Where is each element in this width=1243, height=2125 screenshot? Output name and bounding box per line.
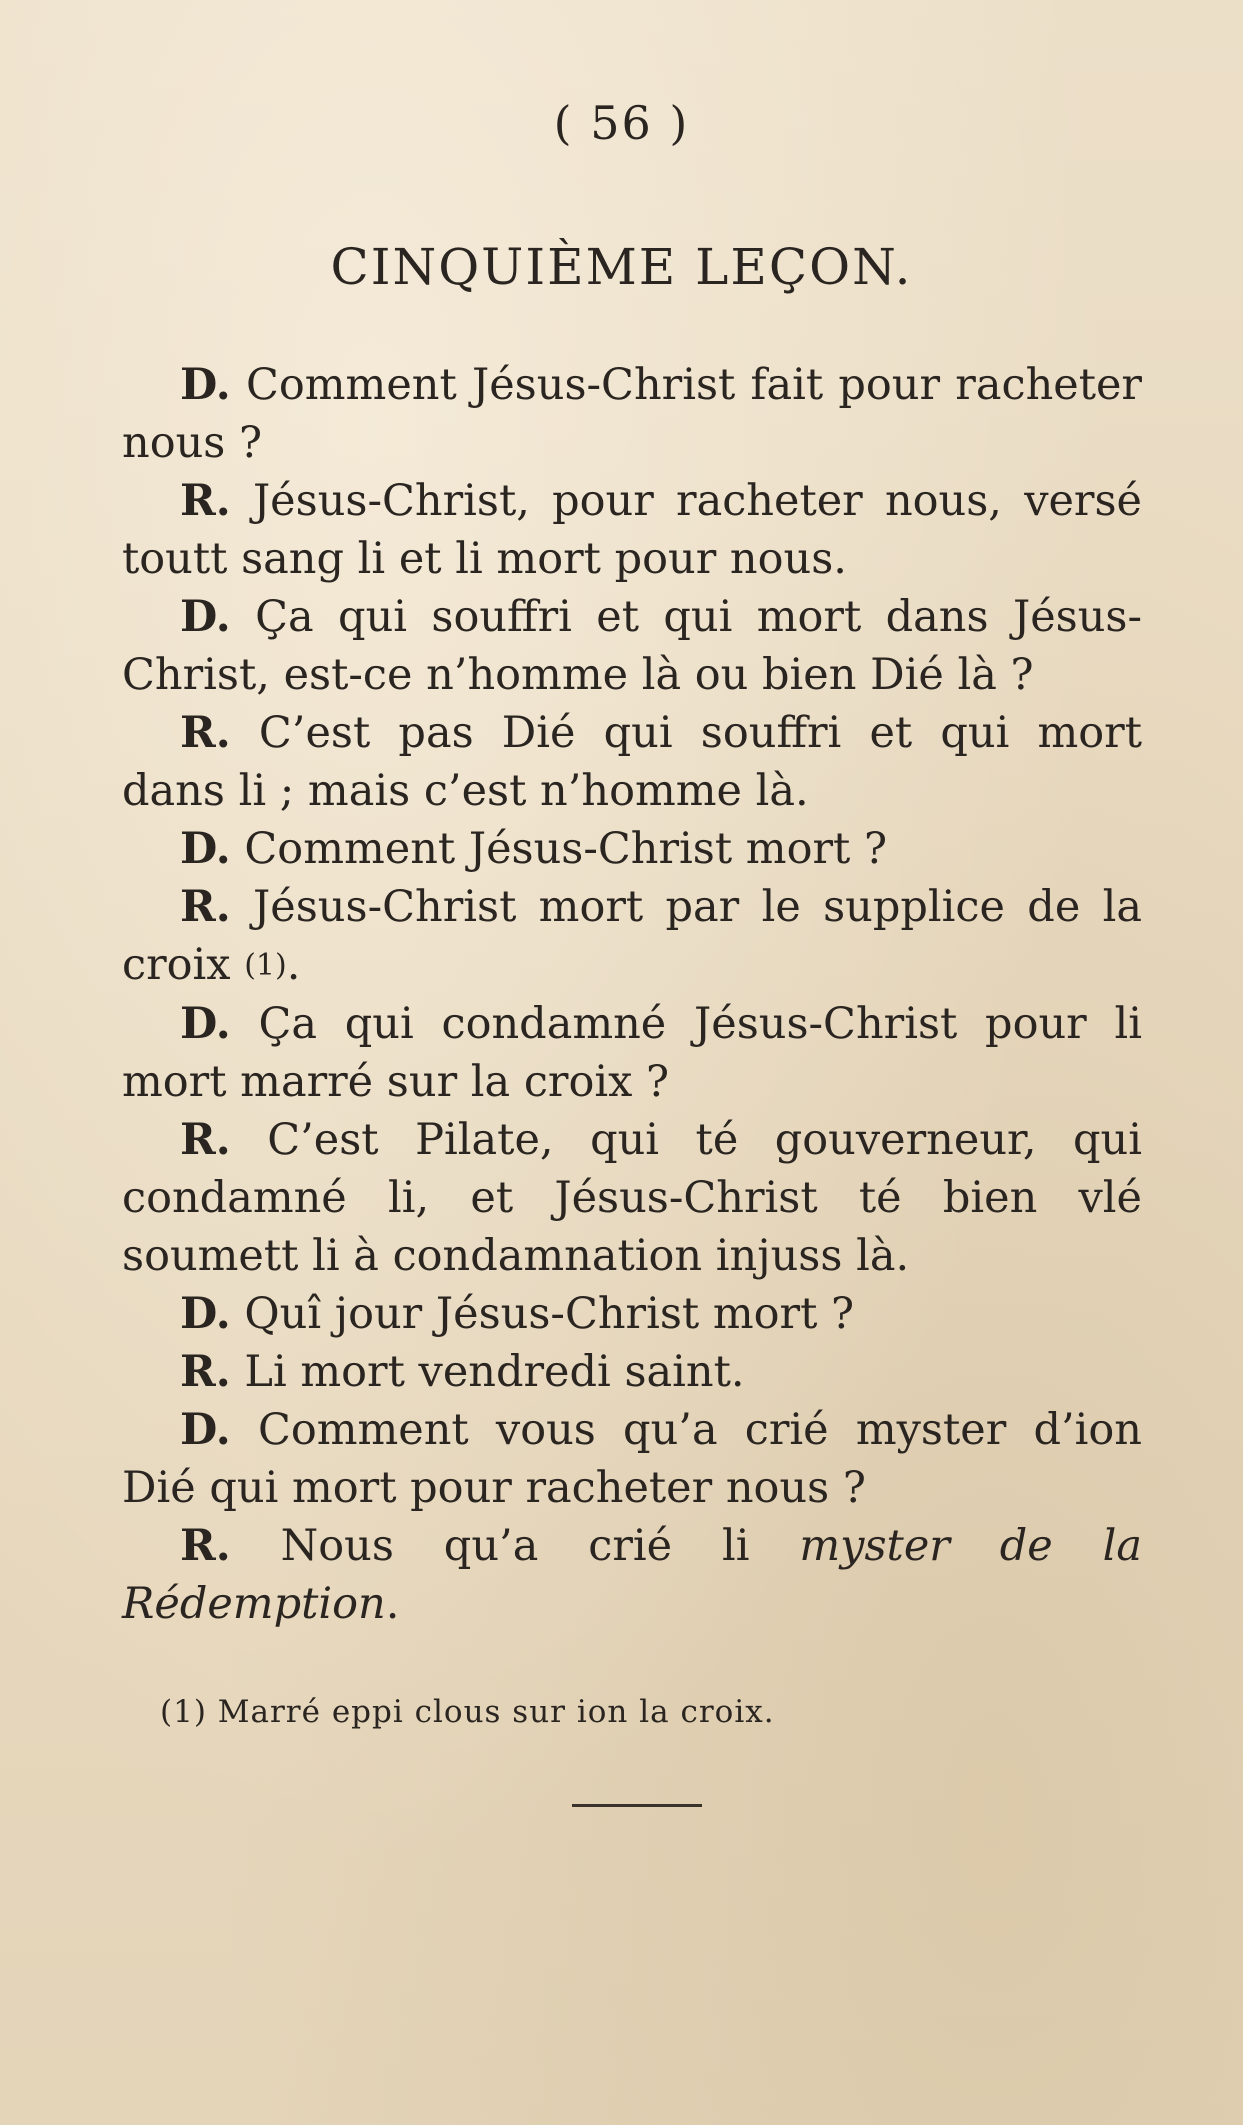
entry-text: Jésus-Christ, pour racheter nous, versé toutt sang li et li mort pour nous.: [122, 476, 1142, 584]
dialogue-entry: [122, 1517, 1142, 1633]
speaker-label: D.: [180, 1405, 231, 1455]
entry-text: Comment Jésus-Christ mort ?: [230, 824, 888, 874]
entry-text: Ça qui souffri et qui mort dans Jésus-Christ, est-ce n’homme là ou bien Dié là ?: [122, 592, 1142, 700]
speaker-label: D.: [180, 1289, 231, 1339]
entry-text: Quî jour Jésus-Christ mort ?: [230, 1289, 855, 1339]
italic-term: myster de la Rédemption: [122, 1521, 1142, 1629]
speaker-label: R.: [180, 708, 231, 758]
entry-text: Nous qu’a crié li: [230, 1521, 800, 1571]
entry-text: Li mort vendredi saint.: [230, 1347, 745, 1397]
entry-text: Jésus-Christ mort par le supplice de la croix: [122, 882, 1142, 990]
speaker-label: D.: [180, 999, 231, 1049]
catechism-dialogue: [122, 356, 1142, 1633]
dialogue-entry: [122, 356, 1142, 472]
lesson-title: CINQUIÈME LEÇON.: [330, 238, 913, 296]
page-number: ( 56 ): [553, 96, 690, 150]
entry-text: C’est pas Dié qui souffri et qui mort dans li ; mais c’est n’homme là.: [122, 708, 1142, 816]
dialogue-entry: [122, 1343, 1142, 1401]
entry-text: Comment Jésus-Christ fait pour racheter nous ?: [122, 360, 1142, 468]
entry-text: Ça qui condamné Jésus-Christ pour li mort marré sur la croix ?: [122, 999, 1142, 1107]
speaker-label: R.: [180, 1521, 231, 1571]
speaker-label: R.: [180, 476, 231, 526]
dialogue-entry: [122, 995, 1142, 1111]
entry-text-end: .: [385, 1579, 400, 1629]
entry-text: C’est Pilate, qui té gouverneur, qui condamné li, et Jésus-Christ té bien vlé soumett li à condamnation injuss là.: [122, 1115, 1142, 1281]
speaker-label: D.: [180, 592, 231, 642]
footnote-reference: (1): [244, 948, 287, 983]
dialogue-entry: [122, 1285, 1142, 1343]
dialogue-entry: [122, 1401, 1142, 1517]
end-rule: [572, 1804, 702, 1807]
footnote: (1) Marré eppi clous sur ion la croix.: [160, 1694, 775, 1730]
dialogue-entry: [122, 878, 1142, 995]
entry-text: Comment vous qu’a crié myster d’ion Dié qui mort pour racheter nous ?: [122, 1405, 1142, 1513]
dialogue-entry: [122, 704, 1142, 820]
dialogue-entry: [122, 472, 1142, 588]
entry-text-end: .: [286, 940, 301, 990]
speaker-label: R.: [180, 1347, 231, 1397]
speaker-label: R.: [180, 882, 231, 932]
dialogue-entry: [122, 1111, 1142, 1285]
dialogue-entry: [122, 820, 1142, 878]
speaker-label: D.: [180, 360, 231, 410]
dialogue-entry: [122, 588, 1142, 704]
speaker-label: D.: [180, 824, 231, 874]
speaker-label: R.: [180, 1115, 231, 1165]
